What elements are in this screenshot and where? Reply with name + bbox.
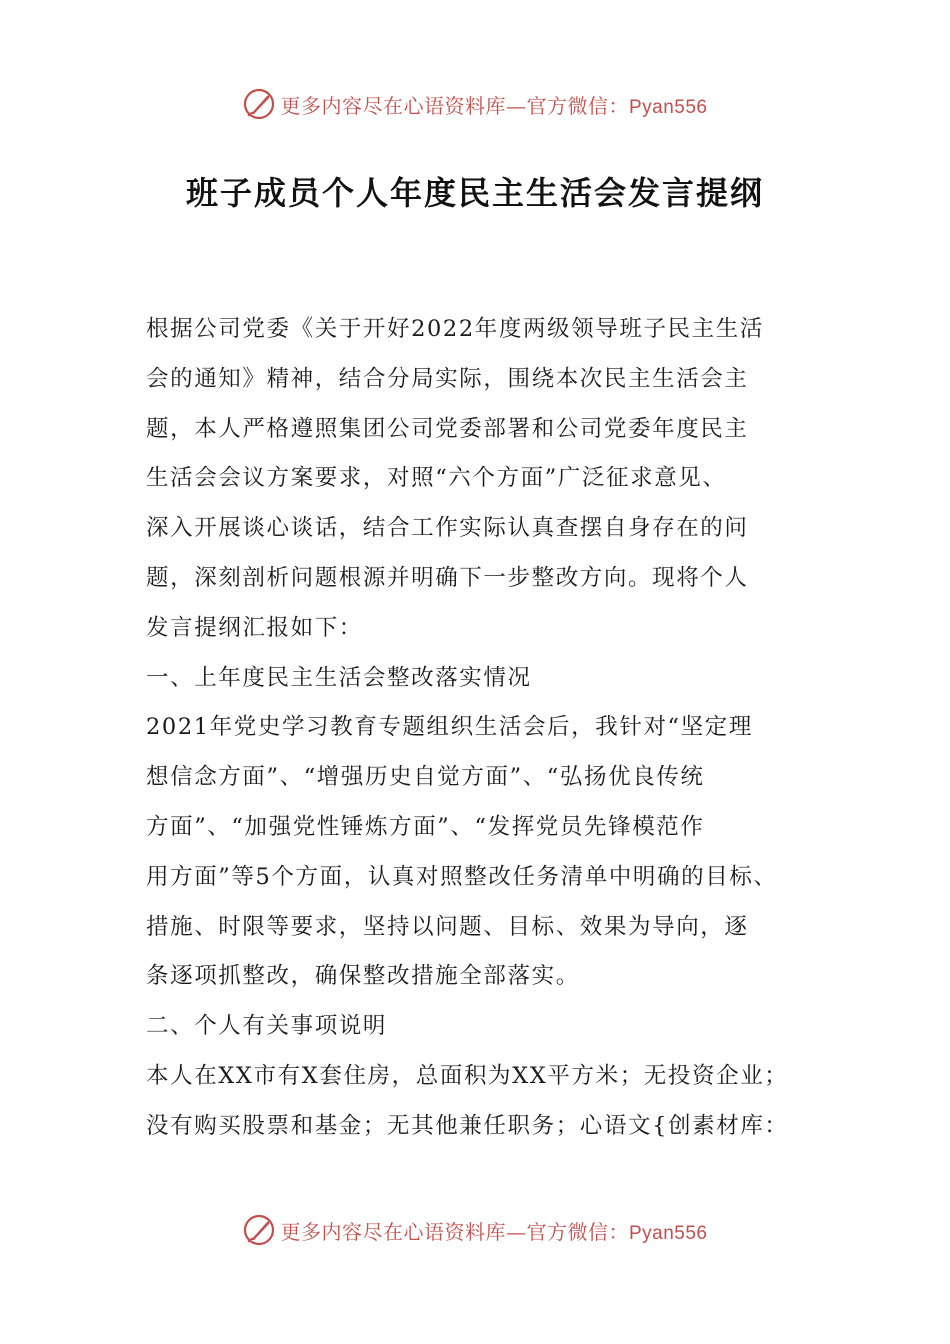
header-watermark (0, 84, 950, 124)
body-line: 根据公司党委《关于开好2022年度两级领导班子民主生活 (146, 316, 764, 342)
body-line: 深入开展谈心谈话，结合工作实际认真查摆自身存在的问 (146, 515, 749, 542)
body-line: 条逐项抓整改，确保整改措施全部落实。 (146, 963, 580, 990)
section-heading-2: 二、个人有关事项说明 (146, 1013, 388, 1040)
body-line: 用方面”等5个方面，认真对照整改任务清单中明确的目标、 (146, 863, 778, 890)
body-line: 没有购买股票和基金；无其他兼任职务；心语文{创素材库： (146, 1112, 789, 1139)
body-line: 措施、时限等要求，坚持以问题、目标、效果为导向，逐 (146, 913, 749, 940)
watermark-text: 更多内容尽在心语资料库—官方微信：Pyan556 (280, 93, 708, 118)
document-body (146, 305, 808, 1152)
footer-watermark (0, 1210, 950, 1250)
watermark-handle: Pyan556 (628, 96, 708, 118)
body-line: 发言提纲汇报如下： (146, 614, 363, 641)
watermark-handle: Pyan556 (628, 1222, 708, 1244)
body-line: 题，本人严格遵照集团公司党委部署和公司党委年度民主 (146, 415, 749, 442)
body-line: 想信念方面”、“增强历史自觉方面”、“弘扬优良传统 (146, 764, 705, 791)
watermark-text: 更多内容尽在心语资料库—官方微信：Pyan556 (280, 1219, 708, 1244)
body-line: 2021年党史学习教育专题组织生活会后，我针对“坚定理 (146, 714, 753, 741)
document-title: 班子成员个人年度民主生活会发言提纲 (185, 174, 764, 212)
body-line: 方面”、“加强党性锤炼方面”、“发挥党员先锋模范作 (146, 813, 705, 840)
quill-pen-logo-icon (242, 1213, 276, 1247)
body-line: 生活会会议方案要求，对照“六个方面”广泛征求意见、 (146, 465, 727, 492)
body-line: 题，深刻剖析问题根源并明确下一步整改方向。现将个人 (146, 564, 749, 591)
body-line: 会的通知》精神，结合分局实际，围绕本次民主生活会主 (146, 365, 749, 392)
section-heading-1: 一、上年度民主生活会整改落实情况 (146, 664, 532, 691)
body-line: 本人在XX市有X套住房，总面积为XX平方米；无投资企业； (146, 1062, 789, 1089)
quill-pen-logo-icon (242, 87, 276, 121)
